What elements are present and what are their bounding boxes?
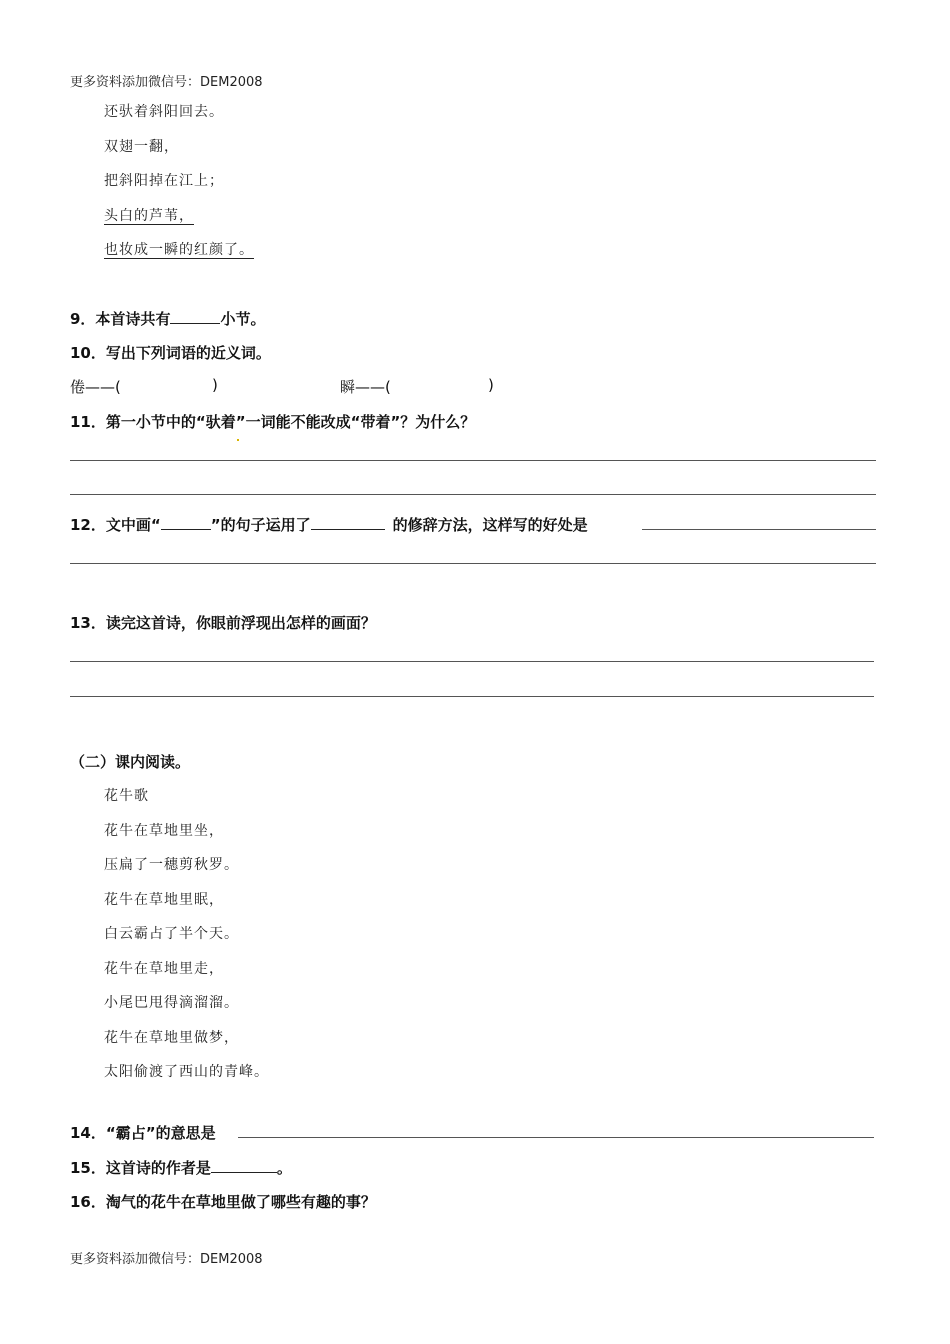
poem2-line-3: 花牛在草地里眠，: [104, 892, 224, 908]
q12-quote-blank[interactable]: [161, 514, 211, 530]
question-11: 11．第一小节中的“驮着”一词能不能改成“带着”？为什么？: [70, 413, 476, 431]
question-12: [70, 514, 588, 535]
question-15-blank[interactable]: [211, 1157, 277, 1173]
poem2-title: 花牛歌: [104, 788, 149, 804]
q10-word-2-close: ): [488, 376, 494, 394]
section-2-title: （二）课内阅读。: [70, 753, 191, 771]
poem2-line-2: 压扁了一穗剪秋罗。: [104, 857, 239, 873]
question-15: [70, 1157, 292, 1178]
q10-word-2-label: 瞬——(: [340, 378, 391, 396]
question-15-prefix: 15．这首诗的作者是: [70, 1159, 211, 1177]
question-9: [70, 308, 265, 329]
question-12-part-3: 的修辞方法，这样写的好处是: [392, 516, 588, 534]
question-13: 13．读完这首诗，你眼前浮现出怎样的画面？: [70, 614, 376, 632]
poem1-line-3: 把斜阳掉在江上；: [104, 173, 224, 189]
page-header: 更多资料添加微信号：DEM2008: [70, 75, 263, 90]
q12-answer-line-2[interactable]: [70, 563, 876, 564]
poem1-line-4-underlined: 头白的芦苇，: [104, 208, 194, 224]
poem2-line-5: 花牛在草地里走，: [104, 961, 224, 977]
question-9-prefix: 9．本首诗共有: [70, 310, 171, 328]
q12-benefit-line-1[interactable]: [642, 529, 876, 530]
poem1-line-1: 还驮着斜阳回去。: [104, 104, 224, 120]
poem2-line-1: 花牛在草地里坐，: [104, 823, 224, 839]
q10-word-1-label: 倦——(: [70, 378, 121, 396]
question-9-blank[interactable]: [170, 308, 220, 324]
question-14: 14．“霸占”的意思是: [70, 1124, 216, 1142]
q11-answer-line-2[interactable]: [70, 494, 876, 495]
question-15-suffix: 。: [276, 1159, 292, 1177]
stray-mark: [237, 439, 239, 441]
question-16: 16．淘气的花牛在草地里做了哪些有趣的事？: [70, 1193, 376, 1211]
q10-word-1-close: ): [212, 376, 218, 394]
poem2-line-8: 太阳偷渡了西山的青峰。: [104, 1064, 269, 1080]
poem1-line-5-underlined: 也妆成一瞬的红颜了。: [104, 242, 254, 258]
poem1-line-2: 双翅一翻，: [104, 139, 179, 155]
question-10: 10．写出下列词语的近义词。: [70, 344, 271, 362]
q14-answer-line[interactable]: [238, 1137, 874, 1138]
poem2-line-4: 白云霸占了半个天。: [104, 926, 239, 942]
q11-answer-line-1[interactable]: [70, 460, 876, 461]
poem2-line-6: 小尾巴甩得滴溜溜。: [104, 995, 239, 1011]
question-12-part-2: ”的句子运用了: [210, 516, 311, 534]
poem2-line-7: 花牛在草地里做梦，: [104, 1030, 239, 1046]
q13-answer-line-2[interactable]: [70, 696, 874, 697]
question-12-part-1: 12．文中画“: [70, 516, 161, 534]
q13-answer-line-1[interactable]: [70, 661, 874, 662]
page-footer: 更多资料添加微信号：DEM2008: [70, 1252, 263, 1267]
question-9-suffix: 小节。: [220, 310, 266, 328]
q12-rhetoric-blank[interactable]: [311, 514, 385, 530]
